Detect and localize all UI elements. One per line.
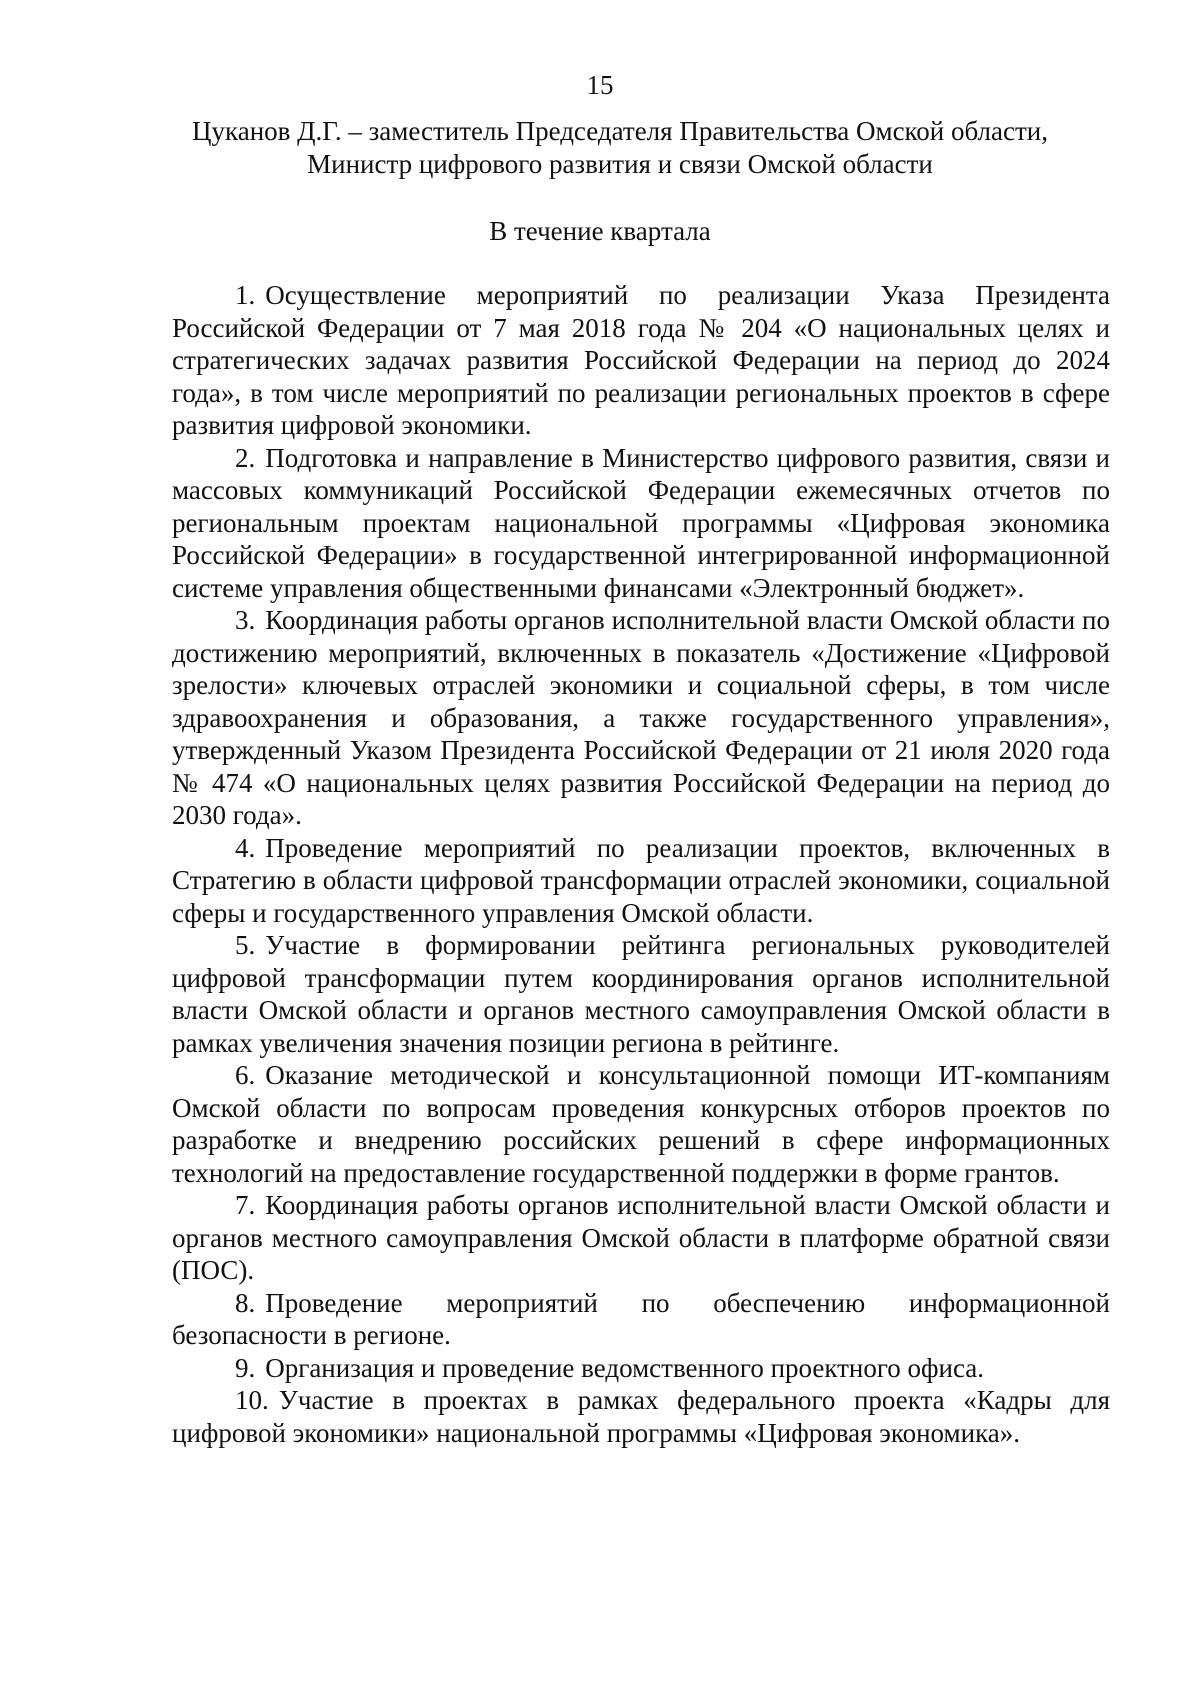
- item-text: Участие в проектах в рамках федерального проекта «Кадры для цифровой экономики» национальной программы «Цифровая экономика».: [172, 1385, 1110, 1448]
- official-header: [120, 115, 1120, 181]
- item-number: 9.: [235, 1352, 256, 1383]
- list-item: [172, 1189, 1110, 1287]
- list-item: [172, 832, 1110, 930]
- official-name-line: Цуканов Д.Г. – заместитель Председателя Правительства Омской области,: [192, 116, 1048, 146]
- list-item: [172, 1384, 1110, 1449]
- item-number: 4.: [235, 832, 256, 863]
- item-text: Проведение мероприятий по обеспечению информационной безопасности в регионе.: [172, 1287, 1110, 1350]
- page-number: 15: [586, 70, 614, 100]
- item-text: Проведение мероприятий по реализации проектов, включенных в Стратегию в области цифровой трансформации отраслей экономики, социальной сферы и государственного управления Омской области.: [172, 832, 1110, 928]
- item-text: Оказание методической и консультационной помощи ИТ-компаниям Омской области по вопросам проведения конкурсных отборов проектов по разработке и внедрению российских решений в сфере информационных технологий на предоставление государственной поддержки в форме грантов.: [172, 1060, 1110, 1188]
- official-title-line: Министр цифрового развития и связи Омской области: [307, 149, 933, 179]
- list-item: [172, 442, 1110, 605]
- list-item: [172, 1287, 1110, 1352]
- item-number: 2.: [235, 442, 256, 473]
- period-heading: В течение квартала: [489, 216, 711, 246]
- item-text: Координация работы органов исполнительной власти Омской области и органов местного самоуправления Омской области в платформе обратной связи (ПОС).: [172, 1190, 1110, 1285]
- task-list: [172, 279, 1110, 1449]
- item-number: 10.: [235, 1385, 269, 1415]
- list-item: [172, 929, 1110, 1059]
- item-number: 1.: [235, 280, 256, 310]
- item-text: Координация работы органов исполнительной власти Омской области по достижению мероприятий, включенных в показатель «Достижение «Цифровой зрелости» ключевых отраслей экономики и социальной сферы, в том числе здравоохранения и образования, а также государственного управления», утвержденный Указом Президента Российской Федерации от 21 июля 2020 года № 474 «О национальных целях развития Российской Федерации на период до 2030 года».: [172, 605, 1110, 830]
- item-text: Участие в формировании рейтинга региональных руководителей цифровой трансформации путем координирования органов исполнительной власти Омской области и органов местного самоуправления Омской области в рамках увеличения значения позиции региона в рейтинге.: [172, 930, 1110, 1058]
- list-item: [172, 279, 1110, 442]
- item-number: 8.: [235, 1287, 256, 1318]
- list-item: [172, 1059, 1110, 1189]
- item-number: 7.: [235, 1190, 256, 1220]
- list-item: [172, 1352, 1110, 1385]
- item-text: Организация и проведение ведомственного проектного офиса.: [265, 1352, 984, 1383]
- item-number: 5.: [235, 930, 256, 960]
- item-number: 6.: [235, 1060, 256, 1090]
- item-number: 3.: [235, 605, 256, 635]
- list-item: [172, 604, 1110, 832]
- item-text: Подготовка и направление в Министерство цифрового развития, связи и массовых коммуникаций Российской Федерации ежемесячных отчетов по региональным проектам национальной программы «Цифровая экономика Российской Федерации» в государственной интегрированной информационной системе управления общественными финансами «Электронный бюджет».: [172, 442, 1110, 603]
- item-text: Осуществление мероприятий по реализации Указа Президента Российской Федерации от 7 мая 2018 года № 204 «О национальных целях и стратегических задачах развития Российской Федерации на период до 2024 года», в том числе мероприятий по реализации региональных проектов в сфере развития цифровой экономики.: [172, 280, 1110, 440]
